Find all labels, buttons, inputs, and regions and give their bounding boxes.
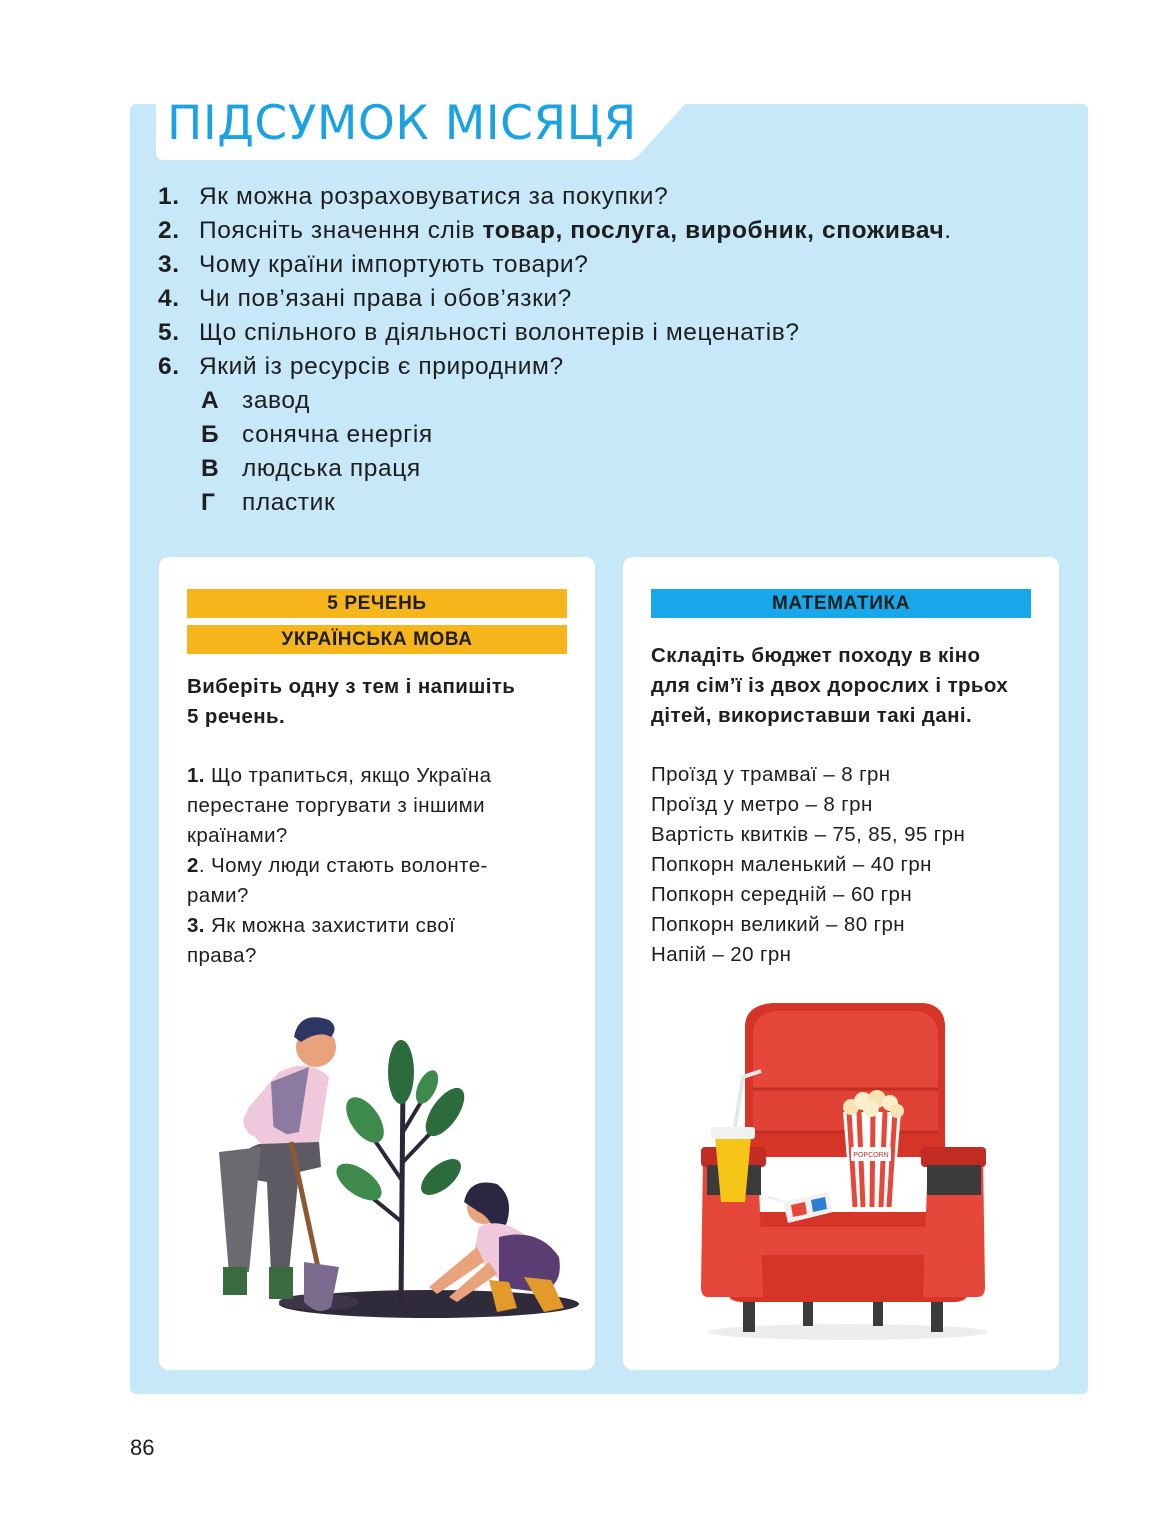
topic-line: права? [187,944,257,967]
topic-line [187,851,579,881]
answer-option [158,384,952,418]
topic-line: країнами? [187,824,288,847]
option-letter: Г [201,489,216,516]
question-text-plain: Поясніть значення слів [199,217,483,244]
option-text: пластик [242,489,336,516]
topic-text: . Чому люди стають волонте- [198,854,488,877]
math-task-card [623,557,1059,1370]
question-text: Чи пов’язані права і обов’язки? [199,285,572,312]
question-item [158,316,952,350]
question-number: 6. [158,353,180,380]
option-text: завод [242,387,310,414]
intro-line: 5 речень. [187,705,286,728]
answer-option [158,452,952,486]
subject-badge-math: МАТЕМАТИКА [651,589,1031,618]
question-number: 3. [158,251,180,278]
math-task-text [651,641,1043,731]
writing-task-intro [187,672,579,732]
task-line: Складіть бюджет походу в кіно [651,644,981,667]
task-line: дітей, використавши такі дані. [651,704,973,727]
topic-number: 2 [187,854,199,877]
question-text-tail: . [944,217,952,244]
people-planting-tree-illustration [179,1012,579,1332]
subject-badge-ukrainian: УКРАЇНСЬКА МОВА [187,625,567,654]
popcorn-label: POPCORN [853,1152,889,1159]
question-number: 5. [158,319,180,346]
topics-list [187,761,579,971]
option-letter: В [201,455,220,482]
topic-line: рами? [187,884,249,907]
task-line: для сім’ї із двох дорослих і трьох [651,674,1009,697]
topic-text: Як можна захистити свої [211,914,456,937]
price-item: Проїзд у метро – 8 грн [651,793,873,816]
question-text [199,214,952,248]
question-number: 1. [158,183,180,210]
topic-line [187,911,579,941]
question-number: 2. [158,217,180,244]
question-text: Що спільного в діяльності волонтерів і меценатів? [199,319,800,346]
question-key-terms: товар, послуга, виробник, споживач [482,217,945,244]
topic-number: 1. [187,764,205,787]
option-letter: Б [201,421,220,448]
price-list [651,760,1043,970]
topic-text: Що трапиться, якщо Україна [211,764,492,787]
question-text: Чому країни імпортують товари? [199,251,589,278]
price-item: Напій – 20 грн [651,943,792,966]
option-text: сонячна енергія [242,421,433,448]
question-item [158,214,952,248]
price-item: Вартість квитків – 75, 85, 95 грн [651,823,966,846]
question-text: Як можна розраховуватися за покупки? [199,183,669,210]
question-item [158,350,952,384]
page-title: ПІДСУМОК МІСЯЦЯ [167,96,637,151]
question-number: 4. [158,285,180,312]
option-letter: А [201,387,220,414]
questions-list [158,180,952,520]
question-item [158,248,952,282]
topic-line [187,761,579,791]
price-item: Попкорн великий – 80 грн [651,913,906,936]
answer-option [158,418,952,452]
price-item: Проїзд у трамваї – 8 грн [651,763,891,786]
cinema-seat-illustration [683,997,1003,1347]
topic-number: 3. [187,914,205,937]
question-text: Який із ресурсів є природним? [199,353,564,380]
question-item [158,282,952,316]
question-item [158,180,952,214]
page-number: 86 [130,1435,155,1460]
answer-option [158,486,952,520]
intro-line: Виберіть одну з тем і напишіть [187,675,516,698]
price-item: Попкорн маленький – 40 грн [651,853,932,876]
sentences-badge: 5 РЕЧЕНЬ [187,589,567,618]
writing-task-card [159,557,595,1370]
price-item: Попкорн середній – 60 грн [651,883,913,906]
topic-line: перестане торгувати з іншими [187,794,485,817]
option-text: людська праця [242,455,421,482]
